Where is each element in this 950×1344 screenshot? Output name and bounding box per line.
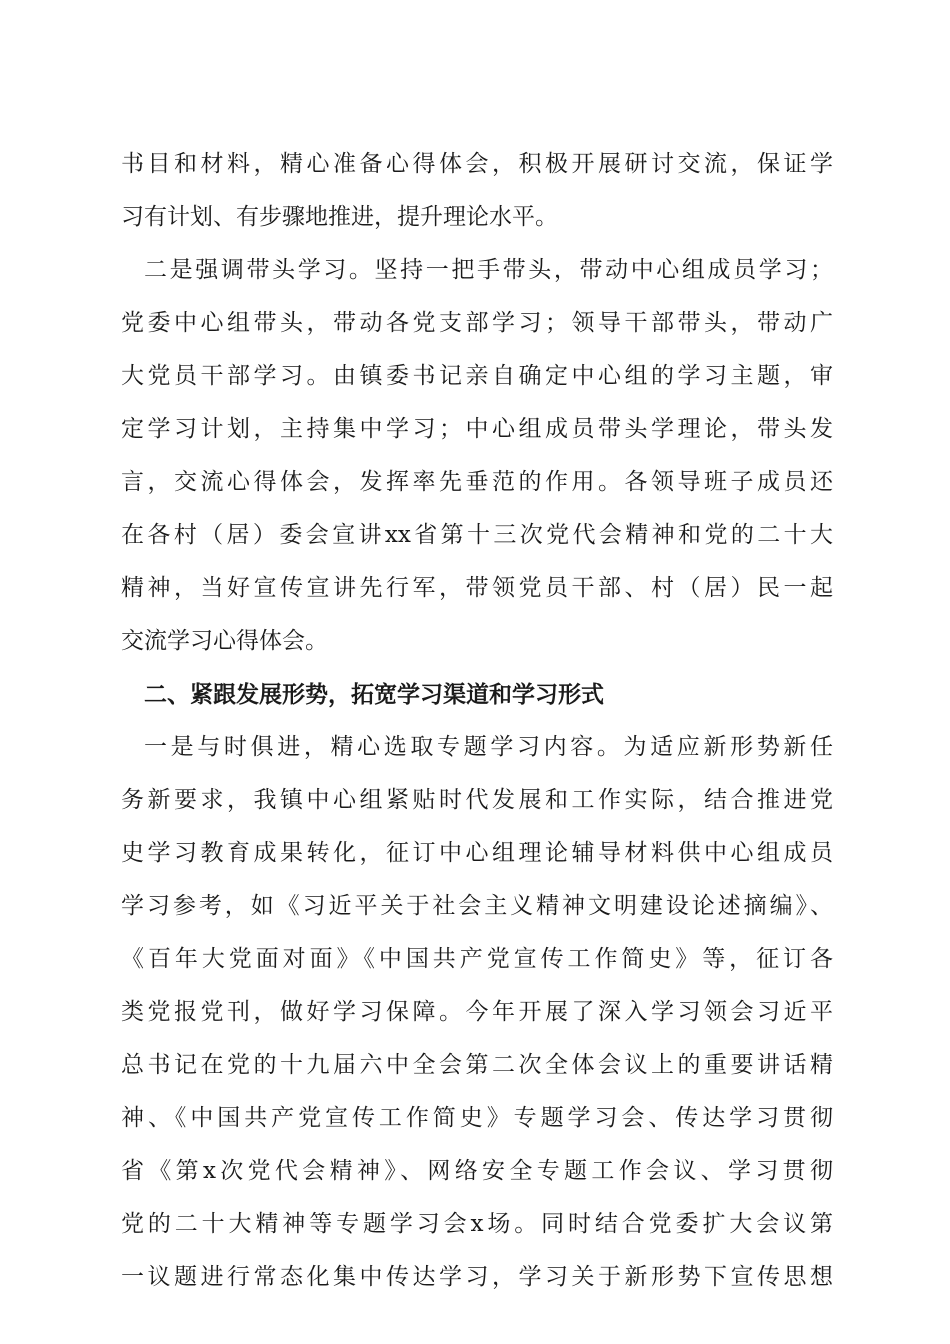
text-line: 定学习计划，主持集中学习；中心组成员带头学理论，带头发 bbox=[121, 416, 833, 442]
text-line: 省《第x次党代会精神》、网络安全专题工作会议、学习贯彻 bbox=[121, 1158, 833, 1184]
paragraph-start-line: 二是强调带头学习。坚持一把手带头，带动中心组成员学习； bbox=[144, 257, 833, 283]
text-line: 神、《中国共产党宣传工作简史》专题学习会、传达学习贯彻 bbox=[121, 1105, 833, 1131]
text-line: 党委中心组带头，带动各党支部学习；领导干部带头，带动广 bbox=[121, 310, 833, 336]
text-line: 言，交流心得体会，发挥率先垂范的作用。各领导班子成员还 bbox=[121, 469, 833, 495]
text-line: 一议题进行常态化集中传达学习，学习关于新形势下宣传思想 bbox=[121, 1264, 833, 1290]
text-line: 习有计划、有步骤地推进，提升理论水平。 bbox=[121, 204, 558, 230]
paragraph-start-line: 一是与时俱进，精心选取专题学习内容。为适应新形势新任 bbox=[144, 734, 833, 760]
text-line: 交流学习心得体会。 bbox=[121, 628, 328, 654]
body-text bbox=[121, 138, 833, 1304]
text-line: 务新要求，我镇中心组紧贴时代发展和工作实际，结合推进党 bbox=[121, 787, 833, 813]
text-line: 类党报党刊，做好学习保障。今年开展了深入学习领会习近平 bbox=[121, 999, 833, 1025]
text-line: 《百年大党面对面》《中国共产党宣传工作简史》等，征订各 bbox=[121, 946, 833, 972]
text-line: 史学习教育成果转化，征订中心组理论辅导材料供中心组成员 bbox=[121, 840, 833, 866]
text-line: 学习参考，如《习近平关于社会主义精神文明建设论述摘编》、 bbox=[121, 893, 833, 919]
text-line: 精神，当好宣传宣讲先行军，带领党员干部、村（居）民一起 bbox=[121, 575, 833, 601]
text-line: 大党员干部学习。由镇委书记亲自确定中心组的学习主题，审 bbox=[121, 363, 833, 389]
text-line: 党的二十大精神等专题学习会x场。同时结合党委扩大会议第 bbox=[121, 1211, 833, 1237]
text-line: 在各村（居）委会宣讲xx省第十三次党代会精神和党的二十大 bbox=[121, 522, 833, 548]
section-heading: 二、紧跟发展形势，拓宽学习渠道和学习形式 bbox=[144, 681, 604, 708]
text-line: 书目和材料，精心准备心得体会，积极开展研讨交流，保证学 bbox=[121, 151, 833, 177]
text-line: 总书记在党的十九届六中全会第二次全体会议上的重要讲话精 bbox=[121, 1052, 833, 1078]
